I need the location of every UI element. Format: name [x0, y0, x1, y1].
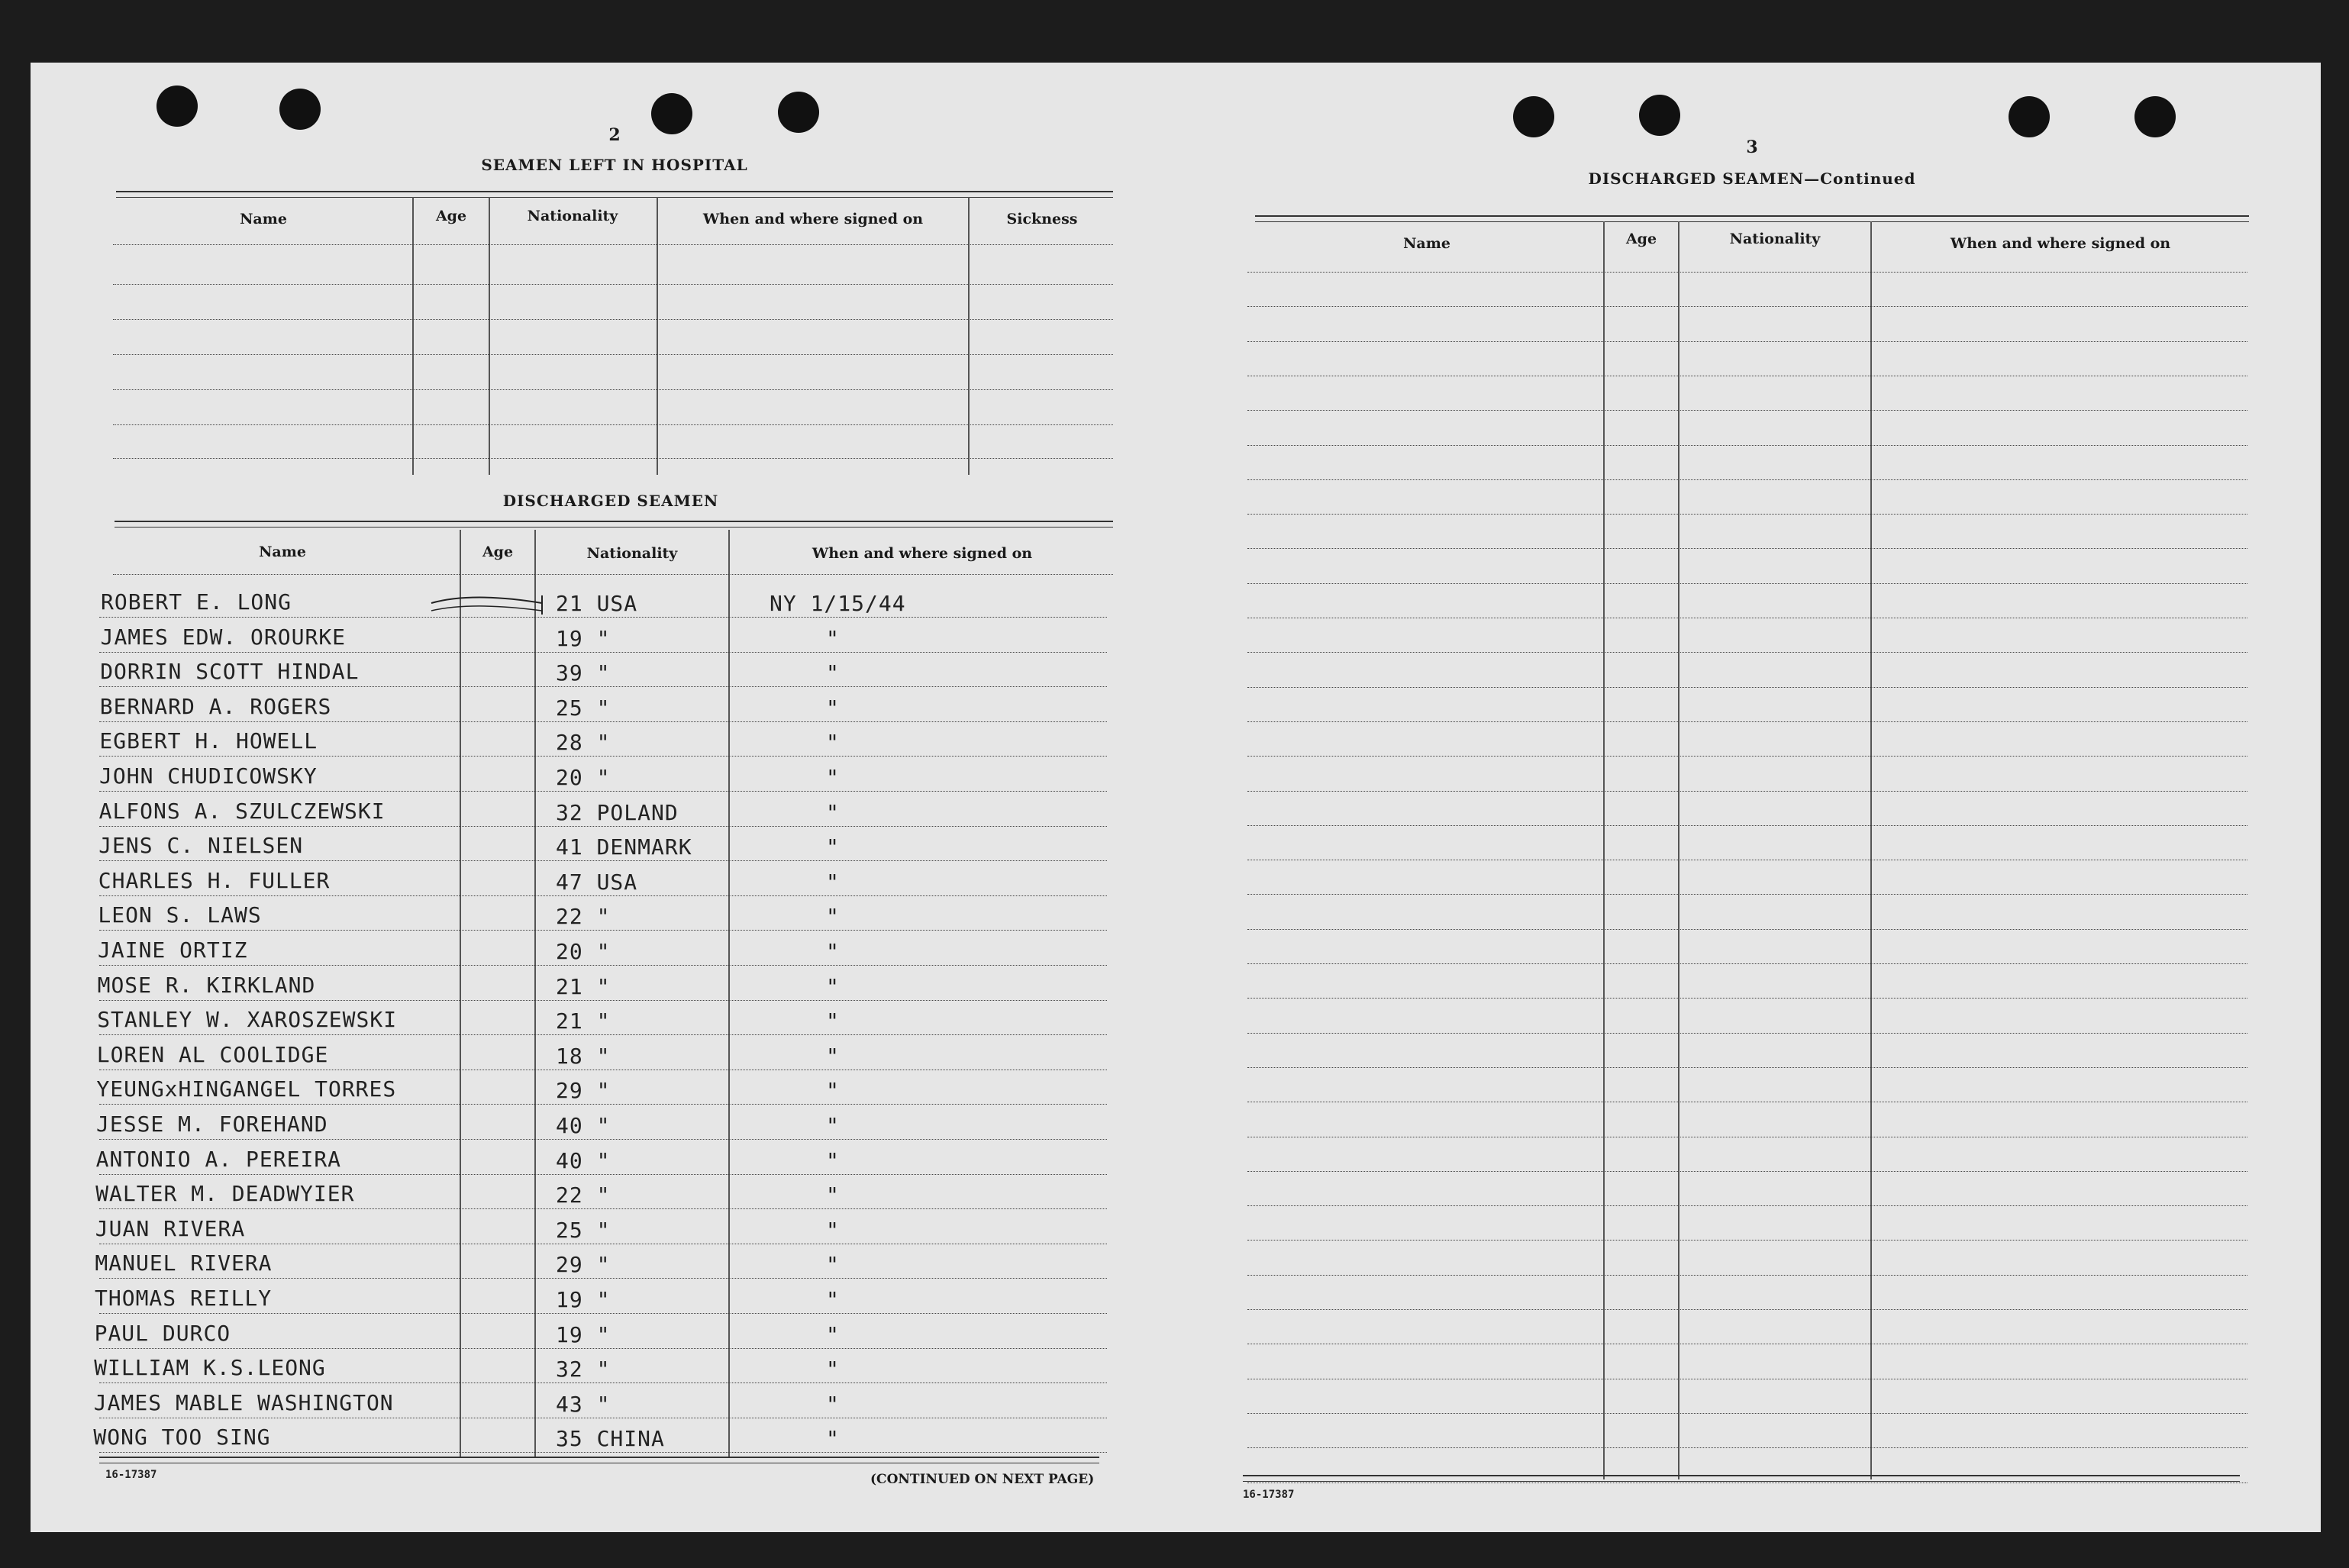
seaman-age-nationality: 22 ": [556, 904, 611, 929]
seaman-signed-on: ": [826, 626, 840, 651]
continued-note: (CONTINUED ON NEXT PAGE): [870, 1472, 1095, 1487]
row-rule: [1247, 1067, 2247, 1068]
left-form-number: 16-17387: [105, 1469, 157, 1481]
seaman-name: JAMES MABLE WASHINGTON: [93, 1390, 394, 1415]
row-rule: [1247, 514, 2247, 515]
row-rule: [1247, 1413, 2247, 1414]
seaman-age-nationality: 32 POLAND: [556, 800, 679, 825]
seaman-signed-on: ": [826, 939, 840, 964]
seaman-name: JUAN RIVERA: [95, 1216, 246, 1241]
seaman-name: DORRIN SCOTT HINDAL: [100, 659, 360, 684]
seaman-age-nationality: 35 CHINA: [556, 1426, 665, 1451]
punch-hole: [279, 89, 321, 130]
seaman-signed-on: ": [826, 1148, 840, 1173]
seaman-signed-on: ": [826, 1322, 840, 1347]
row-rule: [99, 756, 1107, 757]
right-section-title: DISCHARGED SEAMEN—Continued: [1588, 169, 1916, 188]
seaman-name: BERNARD A. ROGERS: [99, 694, 332, 719]
seaman-signed-on: ": [826, 1287, 840, 1312]
row-rule: [1247, 306, 2247, 307]
seaman-age-nationality: 32 ": [556, 1357, 611, 1382]
row-rule: [99, 826, 1107, 827]
seaman-age-nationality: 29 ": [556, 1252, 611, 1277]
punch-hole: [156, 85, 198, 127]
seaman-age-nationality: 19 ": [556, 626, 611, 651]
seaman-name: EGBERT H. HOWELL: [99, 728, 318, 753]
hospital-header-sickness: Sickness: [1006, 211, 1078, 227]
right-header-age: Age: [1625, 231, 1657, 247]
row-rule: [1247, 548, 2247, 549]
seaman-signed-on: ": [826, 1357, 840, 1382]
row-rule: [1247, 652, 2247, 653]
seaman-signed-on: ": [826, 730, 840, 755]
row-rule: [1247, 1309, 2247, 1310]
seaman-age-nationality: 19 ": [556, 1287, 611, 1312]
seaman-age-nationality: 22 ": [556, 1182, 611, 1208]
seaman-age-nationality: 25 ": [556, 1218, 611, 1243]
seaman-signed-on: ": [826, 1218, 840, 1243]
row-rule: [99, 1382, 1107, 1383]
seaman-signed-on: ": [826, 1252, 840, 1277]
row-rule: [99, 1348, 1107, 1349]
seaman-age-nationality: 19 ": [556, 1322, 611, 1347]
seaman-signed-on: ": [826, 1008, 840, 1034]
punch-hole: [778, 92, 819, 133]
left-page-number: 2: [608, 125, 621, 145]
row-rule: [1247, 721, 2247, 722]
row-rule: [1247, 583, 2247, 584]
seaman-signed-on: ": [826, 1078, 840, 1103]
row-rule: [1247, 998, 2247, 999]
row-rule: [99, 1139, 1107, 1140]
row-rule: [1247, 1205, 2247, 1206]
right-header-nationality: Nationality: [1729, 231, 1821, 247]
seaman-age-nationality: 47 USA: [556, 869, 638, 895]
seaman-signed-on: ": [826, 869, 840, 895]
row-rule: [99, 895, 1107, 896]
right-header-signed: When and where signed on: [1950, 235, 2171, 252]
seaman-signed-on: ": [826, 695, 840, 721]
row-rule: [99, 1208, 1107, 1209]
row-rule: [99, 1000, 1107, 1001]
seaman-name: JOHN CHUDICOWSKY: [99, 763, 318, 789]
seaman-age-nationality: 29 ": [556, 1078, 611, 1103]
right-form-number: 16-17387: [1243, 1489, 1295, 1501]
seaman-name: WILLIAM K.S.LEONG: [94, 1355, 326, 1380]
seaman-age-nationality: 18 ": [556, 1044, 611, 1069]
row-rule: [1247, 825, 2247, 826]
punch-hole: [651, 93, 692, 134]
punch-hole: [2134, 96, 2176, 137]
seaman-signed-on: ": [826, 1044, 840, 1069]
seaman-name: MOSE R. KIRKLAND: [97, 973, 316, 998]
seaman-signed-on: ": [826, 904, 840, 929]
row-rule: [1247, 1171, 2247, 1172]
row-rule: [99, 860, 1107, 861]
seaman-age-nationality: 43 ": [556, 1392, 611, 1417]
seaman-age-nationality: 41 DENMARK: [556, 834, 692, 860]
discharged-header-name: Name: [259, 544, 306, 560]
seaman-age-nationality: 21 ": [556, 974, 611, 999]
row-rule: [99, 930, 1107, 931]
row-rule: [99, 1104, 1107, 1105]
row-rule: [99, 617, 1107, 618]
seaman-age-nationality: 28 ": [556, 730, 611, 755]
seaman-signed-on: ": [826, 834, 840, 860]
seaman-age-nationality: 21 USA: [556, 591, 638, 616]
hospital-header-name: Name: [240, 211, 287, 227]
seaman-name: ROBERT E. LONG: [101, 589, 292, 615]
ink-bracket-mark: [428, 588, 550, 626]
seaman-age-nationality: 25 ": [556, 695, 611, 721]
row-rule: [99, 1034, 1107, 1035]
seaman-age-nationality: 21 ": [556, 1008, 611, 1034]
seaman-signed-on: ": [826, 1392, 840, 1417]
seaman-name: WALTER M. DEADWYIER: [95, 1181, 355, 1206]
punch-hole: [1639, 95, 1680, 136]
hospital-header-nationality: Nationality: [527, 208, 618, 224]
row-rule: [99, 791, 1107, 792]
seaman-age-nationality: 20 ": [556, 939, 611, 964]
row-rule: [1247, 687, 2247, 688]
hospital-header-age: Age: [435, 208, 467, 224]
seaman-signed-on: ": [826, 1182, 840, 1208]
row-rule: [99, 965, 1107, 966]
seaman-name: STANLEY W. XAROSZEWSKI: [97, 1007, 398, 1032]
seaman-signed-on: ": [826, 800, 840, 825]
punch-hole: [2009, 96, 2050, 137]
seaman-name: PAUL DURCO: [94, 1321, 231, 1346]
row-rule: [1247, 756, 2247, 757]
document-sheet: [31, 63, 2321, 1532]
row-rule: [99, 652, 1107, 653]
row-rule: [99, 1452, 1107, 1453]
seaman-name: JENS C. NIELSEN: [98, 833, 304, 858]
row-rule: [99, 1174, 1107, 1175]
seaman-name: LOREN AL COOLIDGE: [96, 1042, 329, 1067]
discharged-section-title: DISCHARGED SEAMEN: [502, 492, 719, 510]
row-rule: [1247, 272, 2247, 273]
seaman-age-nationality: 40 ": [556, 1148, 611, 1173]
seaman-signed-on: ": [826, 1426, 840, 1451]
seaman-name: WONG TOO SING: [93, 1424, 271, 1450]
row-rule: [1247, 894, 2247, 895]
row-rule: [1247, 1033, 2247, 1034]
right-header-name: Name: [1403, 235, 1450, 252]
row-rule: [1247, 791, 2247, 792]
discharged-header-nationality: Nationality: [586, 545, 678, 562]
seaman-name: MANUEL RIVERA: [95, 1250, 273, 1276]
row-rule: [99, 1278, 1107, 1279]
row-rule: [1247, 1240, 2247, 1241]
row-rule: [99, 686, 1107, 687]
seaman-name: ALFONS A. SZULCZEWSKI: [98, 799, 386, 824]
row-rule: [1247, 341, 2247, 342]
hospital-section-title: SEAMEN LEFT IN HOSPITAL: [481, 156, 748, 174]
hospital-header-signed: When and where signed on: [702, 211, 924, 227]
row-rule: [1247, 963, 2247, 964]
seaman-name: LEON S. LAWS: [98, 902, 262, 928]
seaman-name: JAMES EDW. OROURKE: [100, 624, 347, 650]
row-rule: [1247, 445, 2247, 446]
discharged-header-signed: When and where signed on: [812, 545, 1033, 562]
seaman-signed-on: ": [826, 660, 840, 686]
seaman-name: JESSE M. FOREHAND: [96, 1111, 328, 1137]
row-rule: [1247, 1447, 2247, 1448]
seaman-name: ANTONIO A. PEREIRA: [95, 1147, 342, 1172]
punch-hole: [1513, 96, 1554, 137]
discharged-header-age: Age: [482, 544, 514, 560]
row-rule: [1247, 929, 2247, 930]
seaman-age-nationality: 20 ": [556, 765, 611, 790]
row-rule: [1247, 410, 2247, 411]
seaman-name: CHARLES H. FULLER: [98, 868, 331, 893]
seaman-name: THOMAS REILLY: [95, 1286, 273, 1311]
row-rule: [1247, 1275, 2247, 1276]
seaman-age-nationality: 39 ": [556, 660, 611, 686]
row-rule: [1247, 479, 2247, 480]
seaman-signed-on: NY 1/15/44: [770, 591, 906, 616]
seaman-age-nationality: 40 ": [556, 1113, 611, 1138]
seaman-name: YEUNGxHINGANGEL TORRES: [96, 1076, 397, 1102]
right-page-number: 3: [1746, 137, 1758, 157]
row-rule: [99, 1313, 1107, 1314]
row-rule: [99, 721, 1107, 722]
seaman-signed-on: ": [826, 1113, 840, 1138]
seaman-name: JAINE ORTIZ: [98, 937, 248, 963]
seaman-signed-on: ": [826, 974, 840, 999]
seaman-signed-on: ": [826, 765, 840, 790]
